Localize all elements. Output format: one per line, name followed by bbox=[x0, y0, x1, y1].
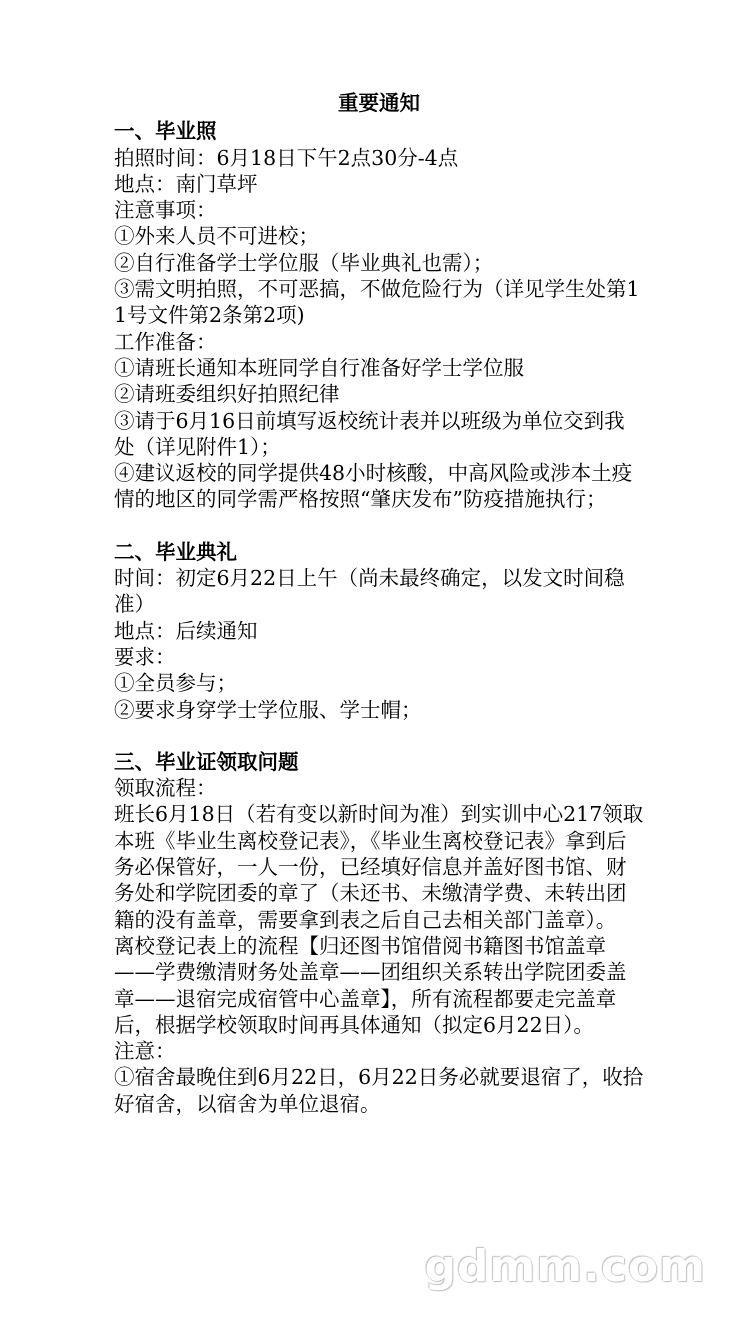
collection-note-label: 注意： bbox=[114, 1039, 176, 1064]
ceremony-time: 时间：初定6月22日上午（尚未最终确定，以发文时间稳准） bbox=[114, 566, 625, 617]
work-prep-item: ④建议返校的同学提供48小时核酸，中高风险或涉本土疫情的地区的同学需严格按照“肇庆发布”防疫措施执行； bbox=[114, 461, 633, 512]
ceremony-requirement-item: ②要求身穿学士学位服、学士帽； bbox=[114, 697, 422, 722]
photo-note-item: ②自行准备学士学位服（毕业典礼也需）； bbox=[114, 250, 494, 275]
watermark-logo: gdmm.com bbox=[424, 1241, 706, 1292]
section-heading-diploma-collection: 三、毕业证领取问题 bbox=[114, 749, 299, 774]
departure-process-text: 离校登记表上的流程【归还图书馆借阅书籍图书馆盖章——学费缴清财务处盖章——团组织关系转出学院团委盖章——退宿完成宿管中心盖章】，所有流程都要走完盖章后，根据学校领取时间再具体通知（拟定6月22日）。 bbox=[114, 933, 627, 1037]
section-heading-graduation-ceremony: 二、毕业典礼 bbox=[114, 539, 237, 564]
photo-place: 地点：南门草坪 bbox=[114, 171, 258, 196]
photo-notes-label: 注意事项： bbox=[114, 198, 217, 223]
notice-document bbox=[114, 90, 644, 1117]
section-heading-graduation-photo: 一、毕业照 bbox=[114, 119, 217, 144]
ceremony-place: 地点：后续通知 bbox=[114, 618, 258, 643]
collection-note-item: ①宿舍最晚住到6月22日，6月22日务必就要退宿了，收拾好宿舍，以宿舍为单位退宿。 bbox=[114, 1065, 644, 1116]
work-prep-label: 工作准备： bbox=[114, 329, 217, 354]
work-prep-item: ①请班长通知本班同学自行准备好学士学位服 bbox=[114, 355, 524, 380]
work-prep-item: ③请于6月16日前填写返校统计表并以班级为单位交到我处（详见附件1）； bbox=[114, 408, 625, 459]
photo-note-item: ③需文明拍照，不可恶搞，不做危险行为（详见学生处第11号文件第2条第2项) bbox=[114, 277, 640, 328]
photo-time: 拍照时间：6月18日下午2点30分-4点 bbox=[114, 145, 459, 170]
collection-flow-text: 班长6月18日（若有变以新时间为准）到实训中心217领取本班《毕业生离校登记表》，《毕业生离校登记表》拿到后务必保管好，一人一份，已经填好信息并盖好图书馆、财务处和学院团委的章了（未还书、未缴清学费、未转出团籍的没有盖章，需要拿到表之后自己去相关部门盖章）。 bbox=[114, 802, 644, 932]
photo-note-item: ①外来人员不可进校； bbox=[114, 224, 319, 249]
ceremony-requirement-item: ①全员参与； bbox=[114, 671, 237, 696]
collection-flow-label: 领取流程： bbox=[114, 776, 217, 801]
section-divider bbox=[114, 723, 644, 749]
section-divider bbox=[114, 513, 644, 539]
ceremony-requirements-label: 要求： bbox=[114, 644, 176, 669]
page-title: 重要通知 bbox=[338, 91, 420, 115]
work-prep-item: ②请班委组织好拍照纪律 bbox=[114, 382, 340, 407]
